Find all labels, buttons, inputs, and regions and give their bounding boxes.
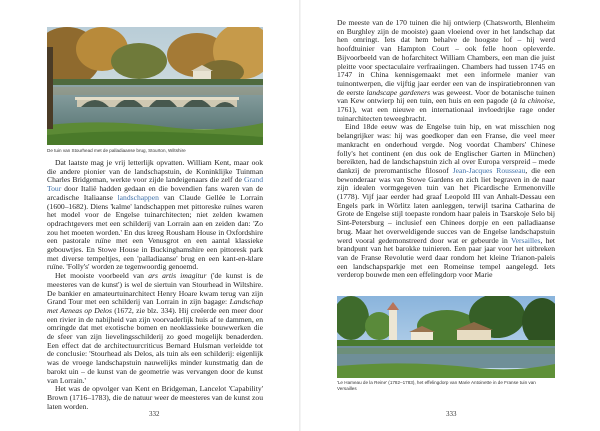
stourhead-illustration — [47, 27, 263, 145]
text-run: , het brandpunt van het barokke tuinieren. Een paar jaar voor het uitbreken van de Franse Revolutie werd daar rondom het kleine Trianon-paleis een landschapsparkje met een Romeinse tempel aangelegd. Iets verderop bouwde men een effelingdorp voor Marie — [337, 235, 555, 280]
italic-term: Landschap met Aeneas op Delos — [47, 297, 263, 315]
right-photo-caption: 'Le Hameau de la Reine' (1782–1783), het effelingdorp van Marie Antoinette in de Franse tuin van Versailles — [337, 380, 536, 391]
text-run: door Italië hadden gedaan en die bovendien fans waren van de arcadische Italiaanse — [47, 184, 263, 202]
body-paragraph — [47, 272, 263, 385]
text-run: Dat laatste mag je vrij letterlijk opvatten. William Kent, maar ook die andere pionier van de landschapstuin, de Koninklijke Tuinman Charles Bridgeman, werkte voor zijde landeigenaars die zelf de — [47, 158, 263, 185]
left-page — [0, 0, 299, 431]
text-run: De meeste van de 170 tuinen die hij ontwierp (Chatsworth, Blenheim en Burghley zijn de mooiste) gaan vloeiend over in het landschap dat hen omringt. Iets dat hem behalve de hoogste lof – hij werd hoofdtuinier van Hampton Court – ook felle hoon opleverde. Bijvoorbeeld van de hofarchitect William Chambers, een man die juist pleitte voor spectaculaire verfraaiingen. Chambers had tussen 1745 en 1747 in China kennisgemaakt met een informele manier van tuinontwerpen, die vijftig jaar eerder een van de inspiratiebronnen van de eerste — [337, 18, 555, 97]
text-run: (1672, zie blz. 334). Hij creëerde een meer door een rivier in de nabijheid van zijn voorvaderlijk huis af te dammen, en omringde dat met exotische bomen en neoklassieke bouwwerken die de sfeer van zijn lievelingsschilderij zo goed mogelijk benaderden. Een effect dat de architectuurcriticus Bernard Hulsman verleidde tot de conclusie: 'Stourhead als Delos, als tuin als een schilderij: eigenlijk was de vroege landschapstuin nauwelijks minder kunstmatig dan de barokt uin – de kunst van de geometrie was vervangen door de kunst van Lorrain.' — [47, 305, 263, 385]
left-body-text — [47, 159, 263, 411]
body-paragraph — [47, 385, 263, 411]
body-paragraph — [337, 19, 555, 123]
body-paragraph — [337, 123, 555, 280]
italic-term: ars artis imagitur — [148, 271, 207, 281]
glossary-link[interactable]: Grand Tour — [47, 175, 263, 194]
right-body-text — [337, 19, 555, 280]
hameau-photo — [337, 296, 555, 378]
glossary-link[interactable]: Jean-Jacques Rousseau — [452, 165, 526, 175]
text-run: van Claude Gellée le Lorrain (1600–1682). Diens 'kalme' landschappen met pittoreske ruïnes waren het model voor de Engelse tuinarchitecten; niet zelden kwamen opdrachtgevers met een schilderij van Lorrain aan en zeiden dan: 'Zo zou het moeten worden.' En dus kreeg Rousham House in Oxfordshire een pastorale ruïne met een Venusgrot en een aantal klassieke gebouwtjes. En Stowe House in Buckinghamshire een pittoresk park met diverse tempeltjes, een 'palladiaanse' brug en een kant-en-klare ruïne. 'Folly's' worden ze tegenwoordig genoemd. — [47, 192, 263, 272]
text-run: Eind 18de eeuw was de Engelse tuin hip, en wat misschien nog belangrijker was: hij was goedkoper dan een Franse, die veel meer mankracht en onderhoud vergde. Nog voordat Chambers' Chinese folly's het continent (en dus ook de Englischer Garten in München) bereikten, had de landschapstuin zich al over Europa verspreid – mede dankzij de preromantische filosoof — [337, 122, 555, 175]
italic-term: à la chinoise — [513, 96, 554, 106]
left-photo-caption: De tuin van Stourhead met de palladiaanse brug, Stourton, Wiltshire — [47, 148, 186, 153]
glossary-link[interactable]: Versailles — [510, 235, 541, 245]
page-number-left: 332 — [149, 410, 160, 418]
text-run: , 1761), wat een nieuwe en internationaal invloedrijke rage onder tuinarchitecten teweegbracht. — [337, 96, 555, 123]
right-page — [301, 0, 600, 431]
text-run: ('de kunst is de meesteres van de kunst') is wel de siertuin van Stourhead in Wiltshire. De bankier en amateurtuinarchitect Henry Hoare kwam terug van zijn Grand Tour met een schilderij van Lorrain in zijn bagage: — [47, 271, 263, 307]
hameau-illustration — [337, 296, 555, 378]
text-run: was geweest. Voor de botanische tuinen van Kew ontwierp hij een tuin, een huis en een pagode ( — [337, 87, 556, 106]
text-run: Het mooiste voorbeeld van — [55, 271, 149, 281]
body-paragraph — [47, 159, 263, 272]
text-run: , die een bewonderaar was van Stowe Gardens en zich liet begraven in de naar zijn idealen vormgegeven tuin van het Picardische Ermenonville (1778). Vijf jaar eerder had graaf Leopold III van Anhalt-Dessau een Engels park in Wörlitz laten aanleggen, terwijl tsarina Catharina de Grote de Engelse stijl toepaste rondom haar paleis in Tsarskoje Selo bij Sint-Petersburg – inclusief een Chinees dorpje en een palladiaanse brug. Maar het overweldigende succes van de Engelse landschapstuin werd vooral gedemonstreerd door wat er gebeurde in — [337, 165, 555, 245]
italic-term: landscape gardeners — [366, 87, 431, 97]
stourhead-photo — [47, 27, 263, 145]
glossary-link[interactable]: landschappen — [117, 192, 159, 202]
page-number-right: 333 — [446, 410, 457, 418]
text-run: Het was de opvolger van Kent en Bridgeman, Lancelot 'Capability' Brown (1716–1783), die de natuur weer de meesteres van de kunst zou laten worden. — [47, 384, 263, 411]
